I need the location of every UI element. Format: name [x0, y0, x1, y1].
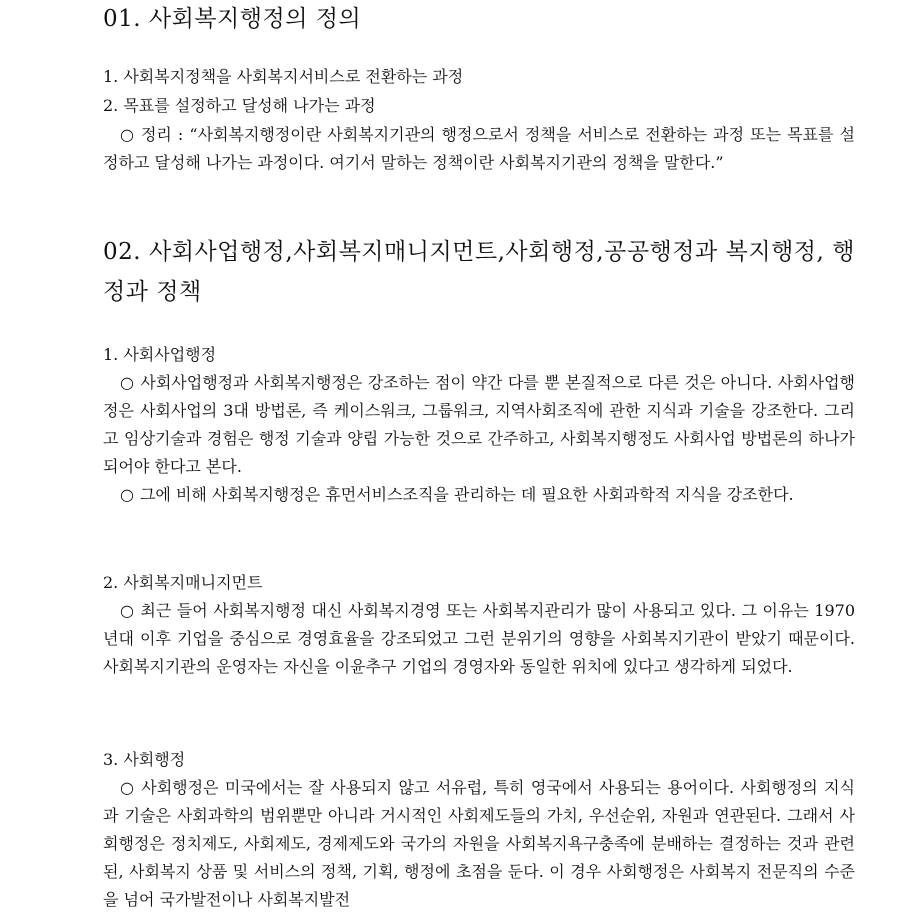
- subsection-1-heading: 1. 사회사업행정: [103, 345, 217, 364]
- summary-paragraph: [103, 121, 855, 177]
- subsection-3-paragraph-1: [103, 774, 855, 914]
- subsection-social-work-admin: [103, 340, 855, 509]
- subsection-3-heading: 3. 사회행정: [103, 750, 186, 769]
- bullet-circle-icon: ○: [120, 485, 134, 504]
- bullet-circle-icon: ○: [120, 778, 136, 797]
- bullet-circle-icon: ○: [120, 601, 135, 620]
- section-1-items: [103, 62, 855, 120]
- paragraph-text: 사회행정은 미국에서는 잘 사용되지 않고 서유럽, 특히 영국에서 사용되는 용어이다. 사회행정의 지식과 기술은 사회과학의 범위뿐만 아니라 거시적인 사회제도들의 가치, 우선순위, 자원과 연관된다. 그래서 사회행정은 정치제도, 사회제도, 경제제도와 국가의 자원을 사회복지욕구충족에 분배하는 결정하는 것과 관련된, 사회복지 상품 및 서비스의 정책, 기획, 행정에 초점을 둔다. 이 경우 사회행정은 사회복지 전문직의 수준을 넘어 국가발전이나 사회복지발전: [103, 778, 855, 909]
- section-1-item-1: 1. 사회복지정책을 사회복지서비스로 전환하는 과정: [103, 67, 464, 86]
- section-1-item-2: 2. 목표를 설정하고 달성해 나가는 과정: [103, 96, 376, 115]
- subsection-1-paragraph-1: [103, 369, 855, 481]
- subsection-2-paragraph-1: [103, 597, 855, 681]
- subsection-2-heading: 2. 사회복지매니지먼트: [103, 573, 263, 592]
- summary-text: 정리 : “사회복지행정이란 사회복지기관의 행정으로서 정책을 서비스로 전환하는 과정 또는 목표를 설정하고 달성해 나가는 과정이다. 여기서 말하는 정책이란 사회복지기관의 정책을 말한다.”: [103, 125, 855, 172]
- section-1-summary: [103, 121, 855, 177]
- section-1-title: 01. 사회복지행정의 정의: [103, 6, 362, 32]
- paragraph-text: 그에 비해 사회복지행정은 휴먼서비스조직을 관리하는 데 필요한 사회과학적 지식을 강조한다.: [139, 485, 794, 504]
- subsection-social-welfare-management: [103, 568, 855, 681]
- section-2-title: 02. 사회사업행정,사회복지매니지먼트,사회행정,공공행정과 복지행정, 행정과 정책: [103, 239, 855, 305]
- section-2: [103, 232, 855, 312]
- subsection-social-administration: [103, 745, 855, 914]
- subsection-1-paragraph-2: [103, 481, 855, 509]
- bullet-circle-icon: ○: [120, 125, 135, 144]
- paragraph-text: 사회사업행정과 사회복지행정은 강조하는 점이 약간 다를 뿐 본질적으로 다른 것은 아니다. 사회사업행정은 사회사업의 3대 방법론, 즉 케이스워크, 그룹워크, 지역사회조직에 관한 지식과 기술을 강조한다. 그리고 임상기술과 경험은 행정 기술과 양립 가능한 것으로 간주하고, 사회복지행정도 사회사업 방법론의 하나가 되어야 한다고 본다.: [103, 373, 855, 476]
- bullet-circle-icon: ○: [120, 373, 135, 392]
- paragraph-text: 최근 들어 사회복지행정 대신 사회복지경영 또는 사회복지관리가 많이 사용되고 있다. 그 이유는 1970년대 이후 기업을 중심으로 경영효율을 강조되었고 그런 분위기의 영향을 사회복지기관이 받았기 때문이다. 사회복지기관의 운영자는 자신을 이윤추구 기업의 경영자와 동일한 위치에 있다고 생각하게 되었다.: [103, 601, 856, 676]
- section-1: [103, 0, 855, 39]
